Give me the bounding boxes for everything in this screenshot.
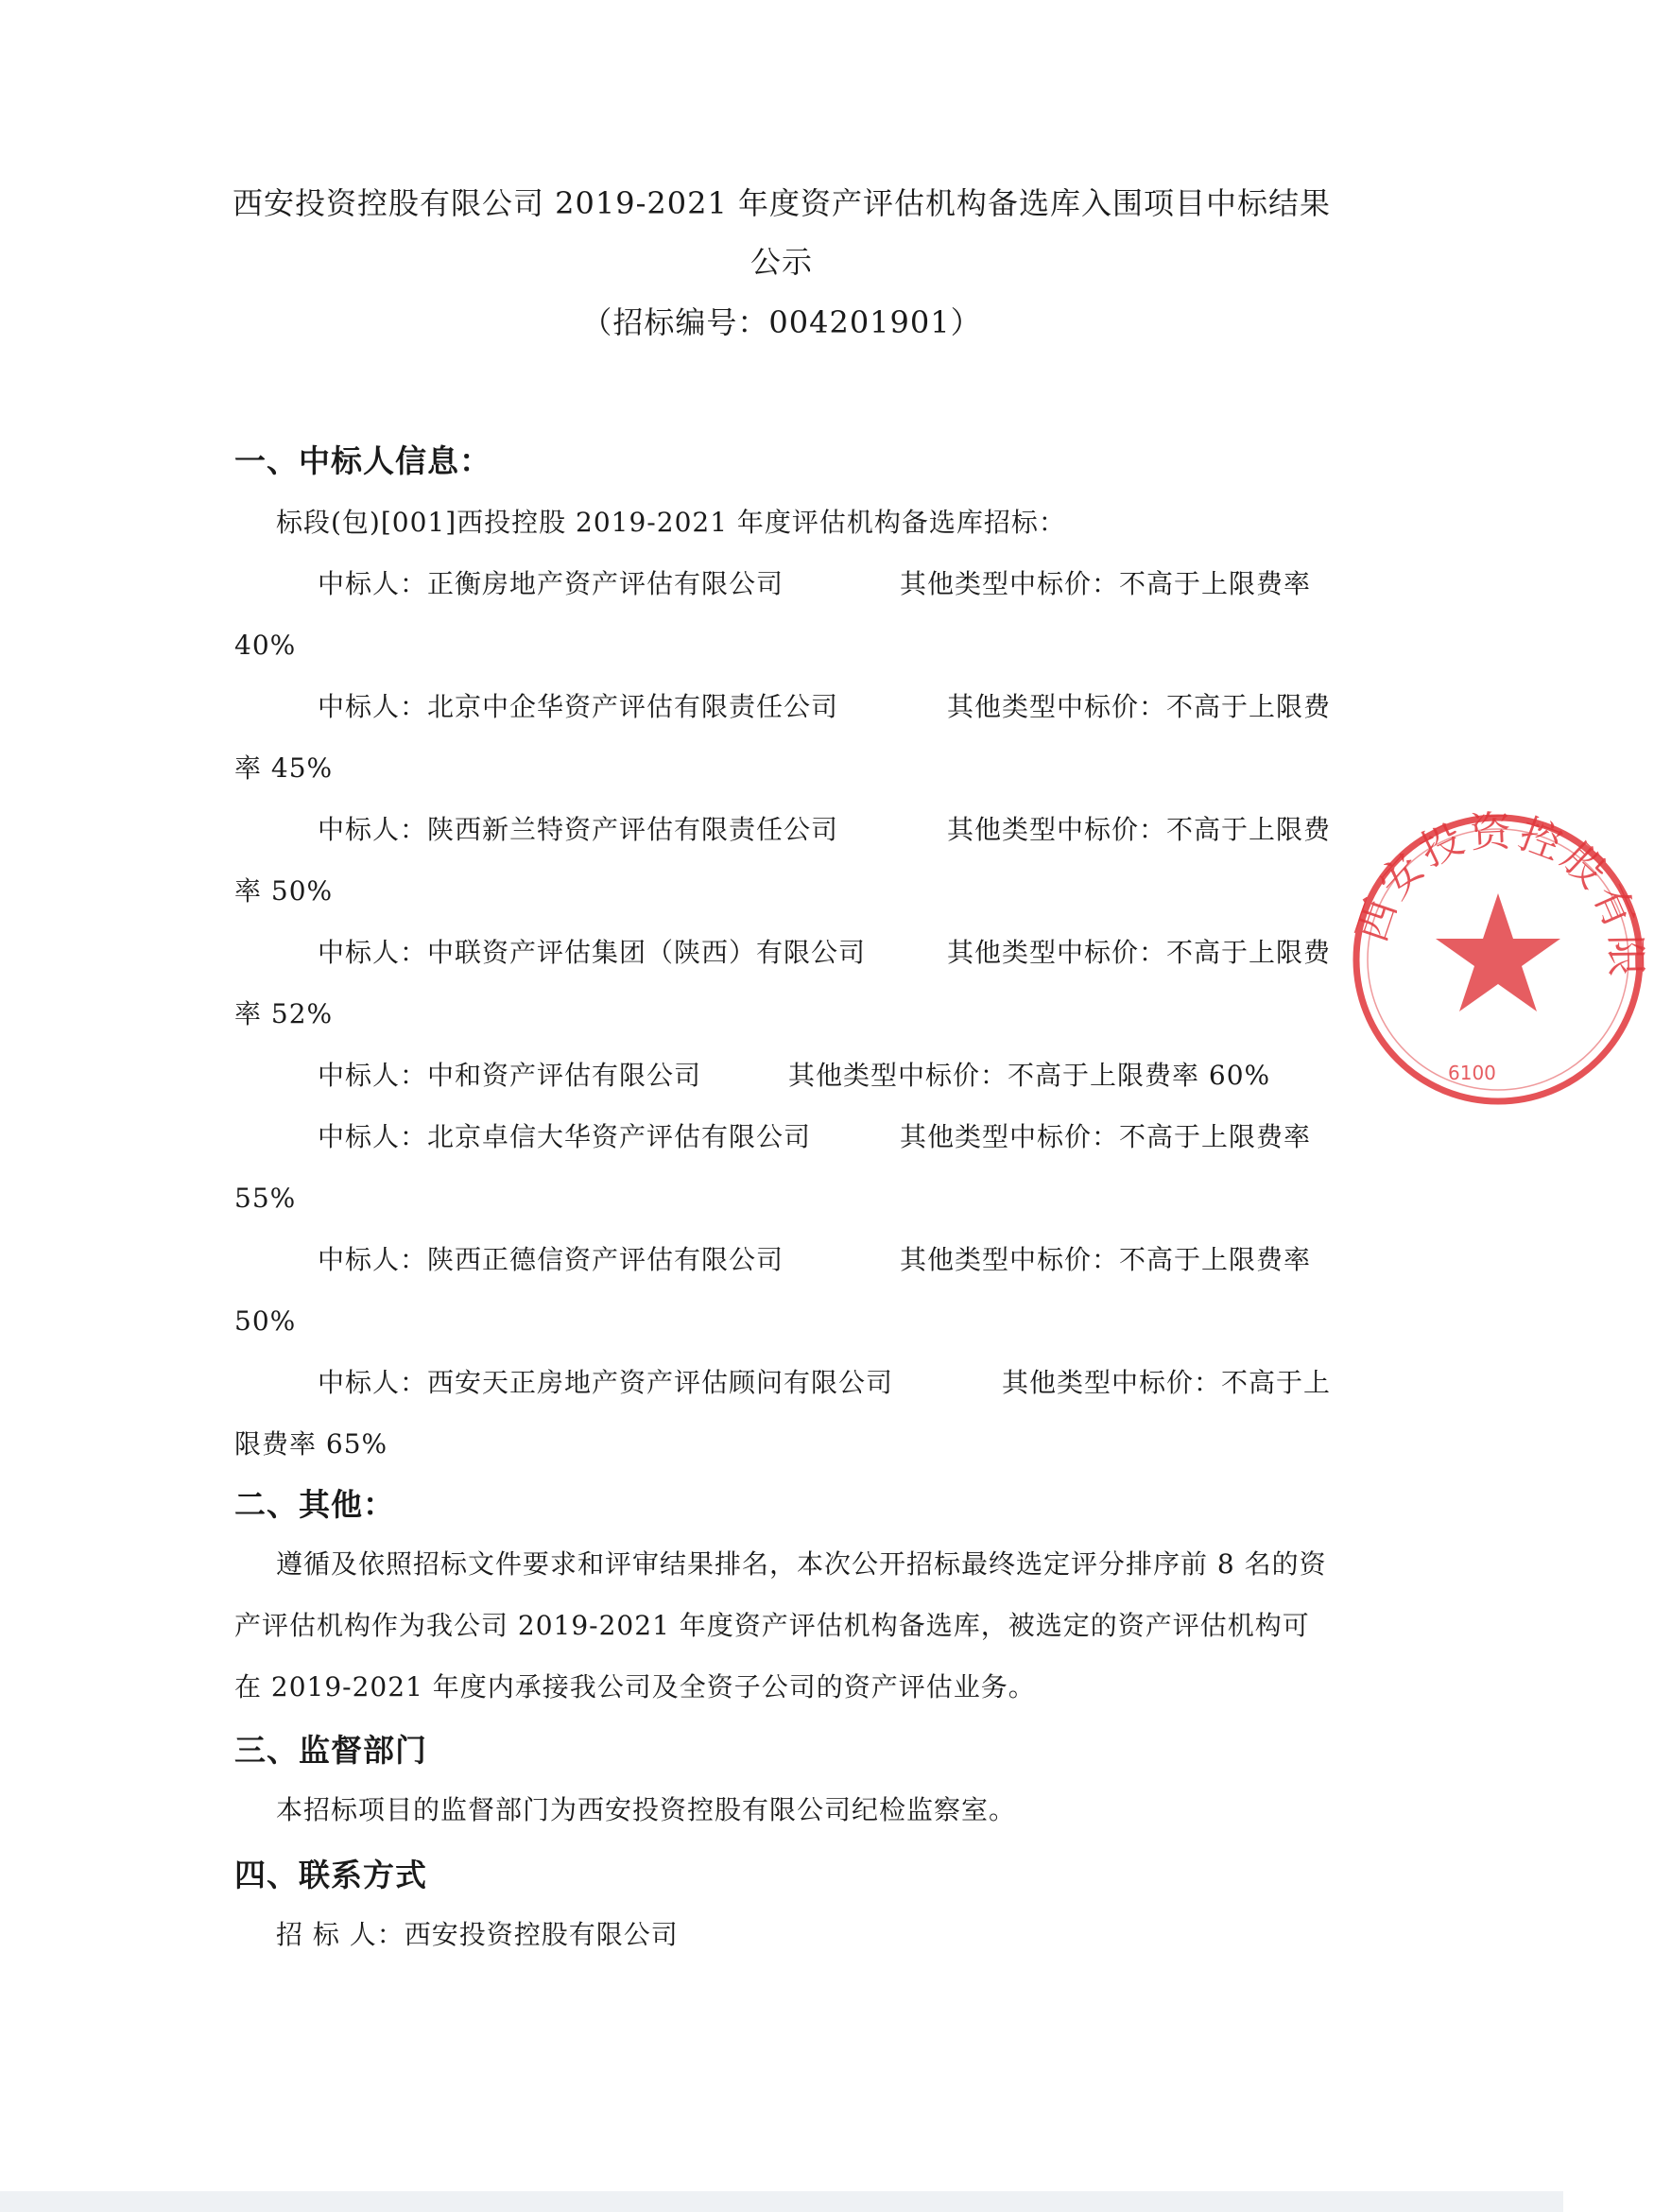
section-other-body: 遵循及依照招标文件要求和评审结果排名，本次公开招标最终选定评分排序前 8 名的资产评估机构作为我公司 2019-2021 年度资产评估机构备选库，被选定的资产评估机构可在 2019-2021 年度内承接我公司及全资子公司的资产评估业务。 xyxy=(234,1548,1327,1702)
winner-entry xyxy=(234,922,1331,983)
winner-name: 中标人：中和资产评估有限公司 xyxy=(318,1060,702,1091)
winner-price-tail: 50% xyxy=(234,1305,297,1337)
winner-price: 其他类型中标价：不高于上限费 xyxy=(947,814,1332,845)
winner-name: 中标人：陕西新兰特资产评估有限责任公司 xyxy=(318,814,839,845)
winner-price-tail: 40% xyxy=(234,630,297,661)
winner-price-tail: 率 50% xyxy=(234,875,334,907)
contact-tenderer: 招 标 人：西安投资控股有限公司 xyxy=(276,1919,679,1950)
winner-name: 中标人：陕西正德信资产评估有限公司 xyxy=(318,1244,784,1275)
section-supervision-body: 本招标项目的监督部门为西安投资控股有限公司纪检监察室。 xyxy=(276,1794,1017,1825)
winner-entry xyxy=(234,676,1331,737)
seal-star-icon xyxy=(1436,893,1560,1011)
winner-entry xyxy=(234,1106,1331,1167)
winner-price: 其他类型中标价：不高于上限费率 xyxy=(900,568,1312,599)
winner-entry xyxy=(234,1352,1331,1413)
seal-text: 西安投资控股有限 xyxy=(1347,807,1650,981)
winner-name: 中标人：中联资产评估集团（陕西）有限公司 xyxy=(318,937,867,968)
winner-price: 其他类型中标价：不高于上 xyxy=(1002,1367,1332,1398)
section-contact-heading: 四、联系方式 xyxy=(234,1857,427,1893)
winner-name: 中标人：北京中企华资产评估有限责任公司 xyxy=(318,691,839,722)
winner-price: 其他类型中标价：不高于上限费率 xyxy=(900,1121,1312,1152)
winner-price-tail: 率 45% xyxy=(234,752,334,784)
section-supervision-heading: 三、监督部门 xyxy=(234,1732,427,1769)
winner-entry xyxy=(234,1045,1331,1106)
winner-price-tail: 率 52% xyxy=(234,998,334,1029)
winner-price: 其他类型中标价：不高于上限费率 xyxy=(900,1244,1312,1275)
winner-entry xyxy=(234,553,1331,614)
scan-bottom-edge xyxy=(0,2191,1563,2212)
winner-entry xyxy=(234,799,1331,860)
winner-name: 中标人：正衡房地产资产评估有限公司 xyxy=(318,568,784,599)
company-seal-stamp xyxy=(1342,804,1654,1115)
document-title-line2: 公示 xyxy=(749,244,813,280)
winner-name: 中标人：西安天正房地产资产评估顾问有限公司 xyxy=(318,1367,894,1398)
winner-price: 其他类型中标价：不高于上限费 xyxy=(947,937,1332,968)
section-winner-info-heading: 一、中标人信息： xyxy=(234,442,491,479)
section-other-heading: 二、其他： xyxy=(234,1486,395,1523)
winner-price: 其他类型中标价：不高于上限费率 60% xyxy=(788,1060,1271,1091)
winner-list xyxy=(234,553,1331,1475)
seal-code: 6100 xyxy=(1448,1062,1496,1084)
winner-price: 其他类型中标价：不高于上限费 xyxy=(947,691,1332,722)
tender-number: （招标编号：004201901） xyxy=(581,304,982,340)
winner-price-tail: 55% xyxy=(234,1183,297,1214)
winner-entry xyxy=(234,1229,1331,1290)
document-title-line1: 西安投资控股有限公司 2019-2021 年度资产评估机构备选库入围项目中标结果 xyxy=(232,185,1332,221)
lot-description: 标段(包)[001]西投控股 2019-2021 年度评估机构备选库招标： xyxy=(276,507,1066,538)
winner-name: 中标人：北京卓信大华资产评估有限公司 xyxy=(318,1121,812,1152)
winner-price-tail: 限费率 65% xyxy=(234,1428,388,1460)
